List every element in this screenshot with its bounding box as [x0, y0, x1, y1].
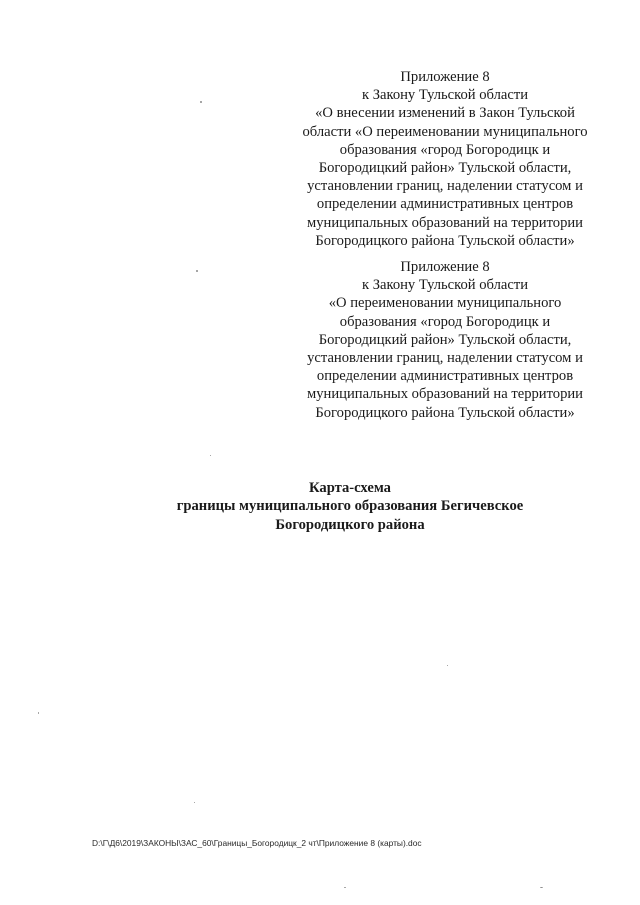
file-path-footer: D:\Г\Д6\2019\ЗАКОНЫ\ЗАС_60\Границы_Богородицк_2 чт\Приложение 8 (карты).doc [92, 838, 422, 848]
scan-speck [200, 101, 202, 103]
appendix-line: образования «город Богородицк и [339, 313, 551, 330]
appendix-line: Богородицкий район» Тульской области, [318, 160, 572, 177]
appendix-line: муниципальных образований на территории [306, 386, 583, 403]
appendix-line: Богородицкого района Тульской области» [315, 232, 575, 249]
scan-speck [344, 887, 346, 888]
scan-speck [196, 270, 198, 272]
appendix-line: к Закону Тульской области [361, 87, 529, 104]
appendix-line: определении административных центров [316, 196, 574, 213]
appendix-line: Приложение 8 [400, 259, 490, 275]
appendix-line: «О переименовании муниципального [328, 295, 562, 312]
appendix-line: Богородицкий район» Тульской области, [318, 331, 572, 348]
scan-speck [447, 665, 448, 666]
scan-speck [194, 802, 195, 803]
scan-speck [38, 712, 39, 714]
appendix-line: установлении границ, наделении статусом и [307, 350, 583, 367]
appendix-line: «О внесении изменений в Закон Тульской [315, 105, 575, 122]
scan-speck [540, 887, 543, 888]
appendix-heading-original [290, 258, 600, 422]
map-title-line: границы муниципального образования Бегичевское [176, 498, 524, 515]
map-title-line: Богородицкого района [275, 516, 425, 533]
scan-speck [210, 455, 211, 456]
appendix-line: Приложение 8 [400, 69, 490, 85]
appendix-line: муниципальных образований на территории [306, 214, 583, 231]
appendix-line: Богородицкого района Тульской области» [315, 404, 575, 421]
appendix-line: образования «город Богородицк и [339, 141, 551, 158]
appendix-line: области «О переименовании муниципального [302, 123, 588, 140]
appendix-line: определении административных центров [316, 368, 574, 385]
appendix-heading-amendment [290, 68, 600, 250]
appendix-line: установлении границ, наделении статусом и [307, 178, 583, 195]
map-title-line: Карта-схема [309, 480, 391, 496]
appendix-line: к Закону Тульской области [361, 277, 529, 294]
map-scheme-title [120, 479, 580, 534]
